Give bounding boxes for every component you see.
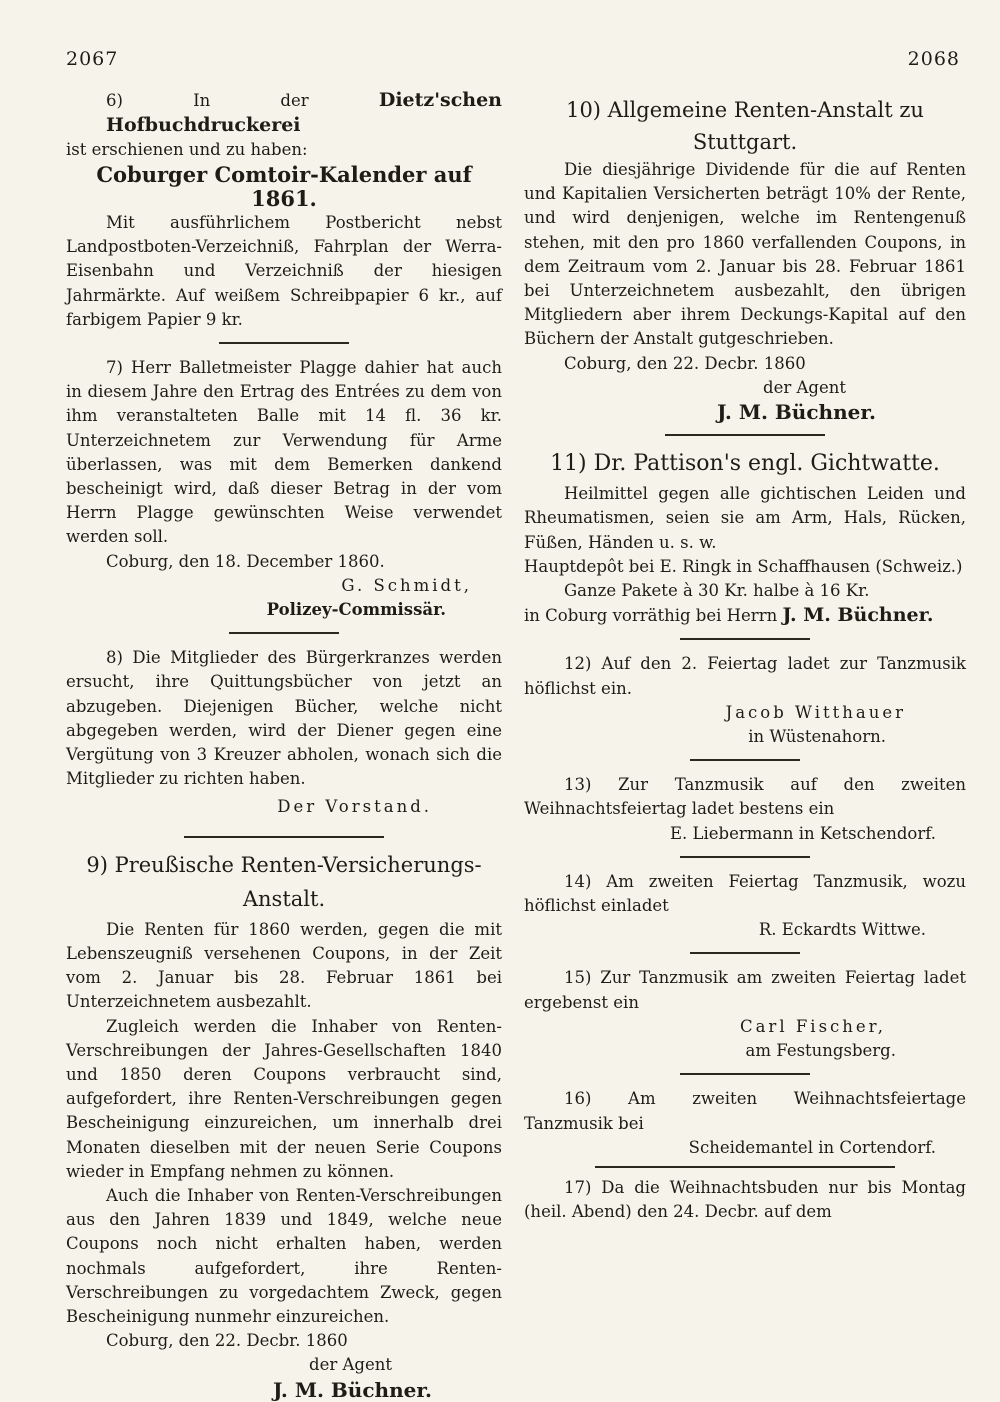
- notice-13: [524, 773, 966, 846]
- notice-9-para3: Auch die Inhaber von Renten-Verschreibungen aus den Jahren 1839 und 1849, welche neue Coupons noch nicht erhalten haben, werden nochmals aufgefordert, ihre Renten-Verschreibungen zu vorgedachtem Zweck, gegen Bescheinigung nunmehr einzureichen.: [66, 1185, 502, 1326]
- divider: [680, 638, 810, 640]
- divider: [680, 1073, 810, 1075]
- notice-17-body: 17) Da die Weihnachtsbuden nur bis Montag (heil. Abend) den 24. Decbr. auf dem: [524, 1177, 966, 1222]
- notice-7-signature: G. Schmidt,: [341, 575, 472, 595]
- notice-14-signature: R. Eckardts Wittwe.: [758, 920, 926, 940]
- notice-11-line2: Hauptdepôt bei E. Ringk in Schaffhausen (Schweiz.): [524, 556, 963, 576]
- notice-7-place-date: Coburg, den 18. December 1860.: [106, 551, 385, 571]
- notice-9-heading-line2: Anstalt.: [242, 886, 326, 911]
- divider: [690, 952, 800, 954]
- notice-16-body: 16) Am zweiten Weihnachtsfeiertage Tanzmusik bei: [524, 1089, 966, 1133]
- notice-9: [66, 850, 502, 1402]
- notice-15-location: am Festungsberg.: [745, 1041, 896, 1061]
- notice-11-line4-name: J. M. Büchner.: [782, 604, 934, 627]
- notice-15-signature: Carl Fischer,: [739, 1016, 886, 1036]
- notice-10-heading-line1: 10) Allgemeine Renten-Anstalt zu: [566, 98, 924, 122]
- notice-7-role: Polizey-Commissär.: [266, 600, 446, 620]
- divider: [690, 759, 800, 761]
- notice-9-agent-label: der Agent: [309, 1355, 392, 1375]
- page-number-left: 2067: [66, 48, 119, 70]
- notice-9-agent-name: J. M. Büchner.: [273, 1377, 432, 1402]
- notice-7-body: 7) Herr Balletmeister Plagge dahier hat auch in diesem Jahre den Ertrag des Entrées zu dem von ihm veranstalteten Balle mit 14 fl. 36 kr. Unterzeichnetem zur Verwendung für Arme überlassen, was mit dem Bemerken dankend bescheinigt wird, daß dieser Betrag in der vom Herrn Plagge gewünschten Weise verwendet werden soll.: [66, 358, 502, 547]
- notice-6-publisher: Dietz'schen Hofbuchdruckerei: [106, 89, 502, 137]
- notice-9-para1: Die Renten für 1860 werden, gegen die mit Lebenszeugniß versehenen Coupons, in der Zeit vom 2. Januar bis 28. Februar 1861 bei Unterzeichnetem ausbezahlt.: [66, 919, 502, 1012]
- notice-10-place-date: Coburg, den 22. Decbr. 1860: [564, 353, 806, 373]
- notice-11-line1: Heilmittel gegen alle gichtischen Leiden und Rheumatismen, seien sie am Arm, Hals, Rücken, Füßen, Händen u. s. w.: [524, 484, 966, 552]
- notice-10-body: Die diesjährige Dividende für die auf Renten und Kapitalien Versicherten beträgt 10% der Rente, und wird denjenigen, welche im Rentengenuß stehen, mit den pro 1860 verfallenden Coupons, in dem Zeitraum vom 2. Januar bis 28. Februar 1861 bei Unterzeichnetem ausbezahlt, den übrigen Mitgliedern aber ihrem Deckungs-Kapital auf den Büchern der Anstalt gutgeschrieben.: [524, 160, 966, 349]
- notice-8-body: 8) Die Mitglieder des Bürgerkranzes werden ersucht, ihre Quittungsbücher von jetzt an abzugeben. Diejenigen Bücher, welche nicht abgegeben werden, wird der Diener gegen eine Vergütung von 3 Kreuzer abholen, wonach sich die Mitglieder zu richten haben.: [66, 648, 502, 789]
- notice-11-line3: Ganze Pakete à 30 Kr. halbe à 16 Kr.: [564, 581, 870, 601]
- notice-10-agent-name: J. M. Büchner.: [717, 400, 876, 425]
- notice-12: [524, 652, 966, 749]
- notice-6-intro-prefix: 6) In der: [106, 91, 309, 110]
- page-number-right: 2068: [907, 48, 960, 70]
- notice-9-para2: Zugleich werden die Inhaber von Renten-Verschreibungen der Jahres-Gesellschaften 1840 und 1850 deren Coupons verbraucht sind, aufgefordert, ihre Renten-Verschreibungen gegen Bescheinigung einzureichen, um innerhalb drei Monaten dieselben mit der neuen Serie Coupons wieder in Empfang nehmen zu können.: [66, 1016, 502, 1181]
- notice-16-signature: Scheidemantel in Cortendorf.: [688, 1137, 936, 1157]
- left-column: [66, 88, 502, 1402]
- notice-15-body: 15) Zur Tanzmusik am zweiten Feiertag ladet ergebenst ein: [524, 968, 966, 1012]
- notice-14: [524, 870, 966, 943]
- notice-10-agent-label: der Agent: [763, 377, 846, 397]
- divider: [229, 632, 339, 634]
- notice-14-body: 14) Am zweiten Feiertag Tanzmusik, wozu höflichst einladet: [524, 871, 966, 916]
- notice-8: [66, 646, 502, 819]
- divider: [680, 856, 810, 858]
- notice-16: [524, 1087, 966, 1160]
- notice-11: [524, 448, 966, 628]
- notice-6-intro-suffix: ist erschienen und zu haben:: [66, 140, 308, 160]
- notice-11-line4-prefix: in Coburg vorräthig bei Herrn: [524, 606, 778, 626]
- notice-7: [66, 356, 502, 622]
- divider: [219, 342, 349, 344]
- notice-6: [66, 88, 502, 332]
- notice-10: [524, 94, 966, 424]
- notice-9-place-date: Coburg, den 22. Decbr. 1860: [106, 1331, 348, 1351]
- notice-12-signature: Jacob Witthauer: [725, 702, 906, 722]
- notice-15: [524, 966, 966, 1063]
- notice-8-signature: Der Vorstand.: [277, 797, 432, 817]
- divider: [595, 1166, 895, 1168]
- notice-12-location: in Wüstenahorn.: [748, 727, 886, 747]
- notice-13-body: 13) Zur Tanzmusik auf den zweiten Weihnachtsfeiertag ladet bestens ein: [524, 775, 966, 819]
- notice-9-heading-line1: 9) Preußische Renten-Versicherungs-: [86, 852, 482, 877]
- divider: [184, 836, 384, 838]
- notice-11-heading: 11) Dr. Pattison's engl. Gichtwatte.: [550, 451, 940, 477]
- notice-6-title: Coburger Comtoir-Kalender auf 1861.: [96, 161, 472, 211]
- notice-17: [524, 1176, 966, 1224]
- notice-12-body: 12) Auf den 2. Feiertag ladet zur Tanzmusik höflichst ein.: [524, 654, 966, 698]
- divider: [665, 434, 825, 436]
- right-column: [524, 88, 966, 1224]
- notice-10-heading-line2: Stuttgart.: [692, 130, 798, 154]
- notice-6-body: Mit ausführlichem Postbericht nebst Landpostboten-Verzeichniß, Fahrplan der Werra-Eisenbahn und Verzeichniß der hiesigen Jahrmärkte. Auf weißem Schreibpapier 6 kr., auf farbigem Papier 9 kr.: [66, 213, 502, 329]
- notice-13-signature: E. Liebermann in Ketschendorf.: [669, 823, 936, 843]
